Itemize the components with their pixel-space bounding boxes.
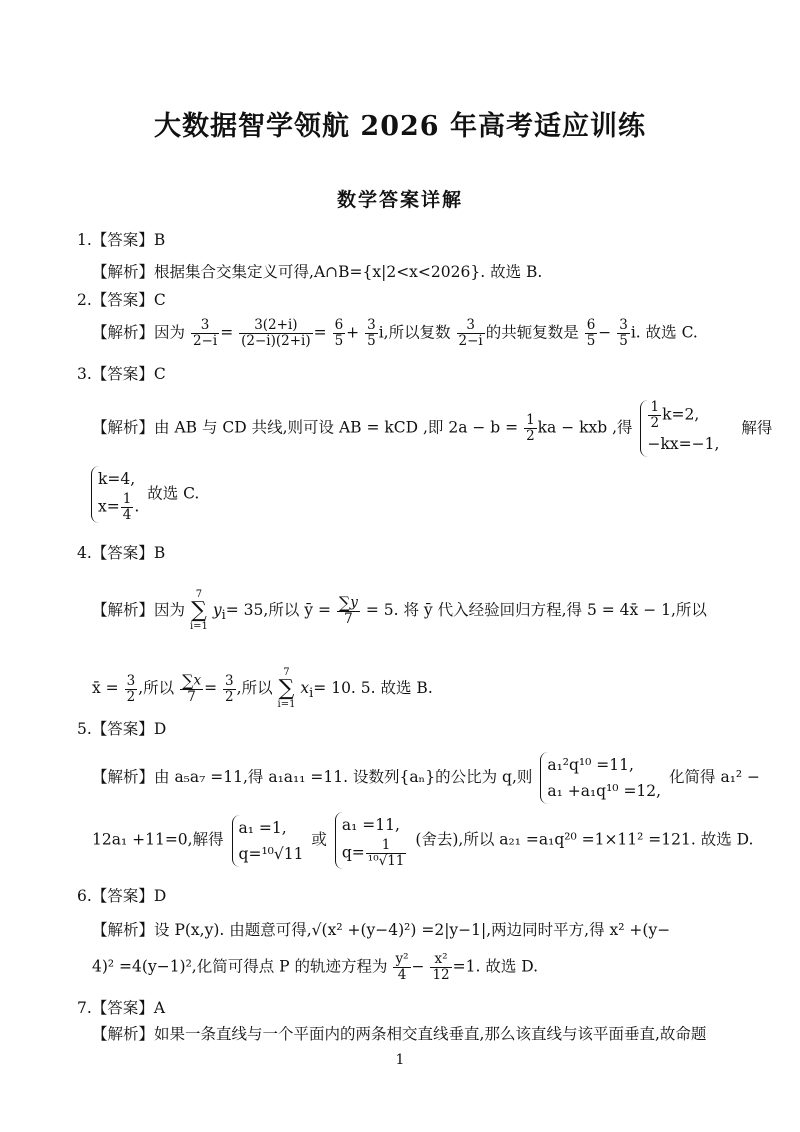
q2-answer: C (153, 291, 166, 309)
q6-analysis: 【解析】设 P(x,y). 由题意可得,√(x² +(y−4)²) =2|y−1|,两边同时平方,得 x² +(y− (92, 921, 671, 939)
q4-answer-line: 4.【答案】B (77, 544, 166, 562)
q2-answer-line: 2.【答案】C (77, 291, 166, 309)
q3-answer-line: 3.【答案】C (77, 365, 166, 383)
q2-analysis: 【解析】因为 $\frac{3}{2-i}$ = $\frac{3(2+i)}{(2-i)(2+i)}$ = $\frac{6}{5}$ + $\frac{3}{5}$ i,所以复数 $\frac{3}{2-i}$ 的共轭复数是 $\frac{6}{5}$ − $\frac{3}{5}$ i. 故选 C. (92, 317, 698, 349)
q6-answer-line: 6.【答案】D (77, 887, 167, 905)
fraction: $\frac{3}{2}$ (225, 672, 234, 705)
fraction: $\frac{\text{y²}}{4}$ (395, 951, 409, 983)
fraction: $\frac{3}{2-i}$ (458, 317, 483, 349)
fraction: $\frac{3}{5}$ (367, 317, 376, 349)
q7-analysis: 【解析】如果一条直线与一个平面内的两条相交直线垂直,那么该直线与该平面垂直,故命题 (92, 1025, 707, 1043)
q3-answer: C (153, 365, 166, 383)
q7-answer: A (153, 999, 166, 1017)
equation-system: a₁²q¹⁰ =11, a₁ +a₁q¹⁰ =12, (540, 752, 661, 804)
fraction: $\frac{3(2+i)}{(2-i)(2+i)}$ (241, 317, 311, 349)
fraction: $\frac{1}{2}$ (526, 412, 535, 444)
q5-answer: D (153, 720, 167, 738)
q1-analysis: 【解析】根据集合交集定义可得,A∩B={x|2<x<2026}. 故选 B. (92, 263, 543, 281)
fraction: $\frac{3}{2-i}$ (192, 317, 218, 349)
q1-answer-line: 1.【答案】B (77, 231, 166, 249)
q3-analysis: 【解析】由 AB 与 CD 共线,则可设 AB = kCD ,即 2a − b = $\frac{1}{2}$ ka − kxb ,得 $\frac{1}{2}$ k=2, −kx=−1, 解得 (92, 400, 772, 457)
q5-analysis-cont: 12a₁ +11=0,解得 a₁ =1, q=¹⁰√11 或 a₁ =11, q= $\frac{1}{\text{¹⁰√11}}$ (舍去),所以 a₂₁ =a₁q²⁰ =1×11² =121. 故选 D. (92, 812, 753, 869)
q1-answer: B (153, 231, 166, 249)
fraction: ∑ x 7 (182, 671, 202, 705)
q6-answer: D (153, 887, 167, 905)
fraction: ∑ y 7 (338, 593, 358, 627)
page-subtitle: 数学答案详解 (336, 189, 463, 211)
fraction: $\frac{6}{5}$ (334, 317, 344, 349)
q6-analysis-cont: 4)² =4(y−1)²,化简可得点 P 的轨迹方程为 $\frac{\text{y²}}{4}$ − $\frac{\text{x²}}{12}$ =1. 故选 D. (92, 951, 539, 983)
q4-analysis-cont: x̄ = $\frac{3}{2}$ ,所以 ∑ x 7 = $\frac{3}{2}$ ,所以 7 ∑ i=1 $x_i= 10$. 5. 故选 B. (92, 667, 433, 710)
equation-system: a₁ =1, q=¹⁰√11 (232, 815, 304, 867)
fraction: $\frac{\text{x²}}{12}$ (432, 951, 450, 983)
fraction: $\frac{6}{5}$ (586, 317, 596, 349)
fraction: $\frac{3}{5}$ (619, 317, 628, 349)
q5-answer-line: 5.【答案】D (77, 720, 167, 738)
q3-analysis-cont: k=4, x= $\frac{1}{4}$ . 故选 C. (88, 466, 199, 523)
fraction: $\frac{3}{2}$ (126, 672, 136, 705)
sum-symbol: 7 ∑ i=1 (277, 667, 296, 710)
q4-answer: B (153, 544, 166, 562)
page-number: 1 (395, 1052, 405, 1068)
q4-analysis: 【解析】因为 7 ∑ i=1 $y_i= 35$,所以 ȳ = ∑ y 7 = 5. 将 ȳ 代入经验回归方程,得 5 = 4x̄ − 1,所以 (92, 589, 707, 632)
page-title: 大数据智学领航 2026 年高考适应训练 (154, 111, 646, 142)
q7-answer-line: 7.【答案】A (77, 999, 166, 1017)
equation-system: a₁ =11, q= $\frac{1}{\text{¹⁰√11}}$ (335, 812, 408, 869)
sum-symbol: 7 ∑ i=1 (189, 589, 208, 632)
equation-system: k=4, x= $\frac{1}{4}$ . (91, 466, 139, 523)
equation-system: $\frac{1}{2}$ k=2, −kx=−1, (640, 400, 719, 457)
q5-analysis: 【解析】由 a₅a₇ =11,得 a₁a₁₁ =11. 设数列{aₙ}的公比为 q,则 a₁²q¹⁰ =11, a₁ +a₁q¹⁰ =12, 化简得 a₁² − (92, 752, 760, 804)
